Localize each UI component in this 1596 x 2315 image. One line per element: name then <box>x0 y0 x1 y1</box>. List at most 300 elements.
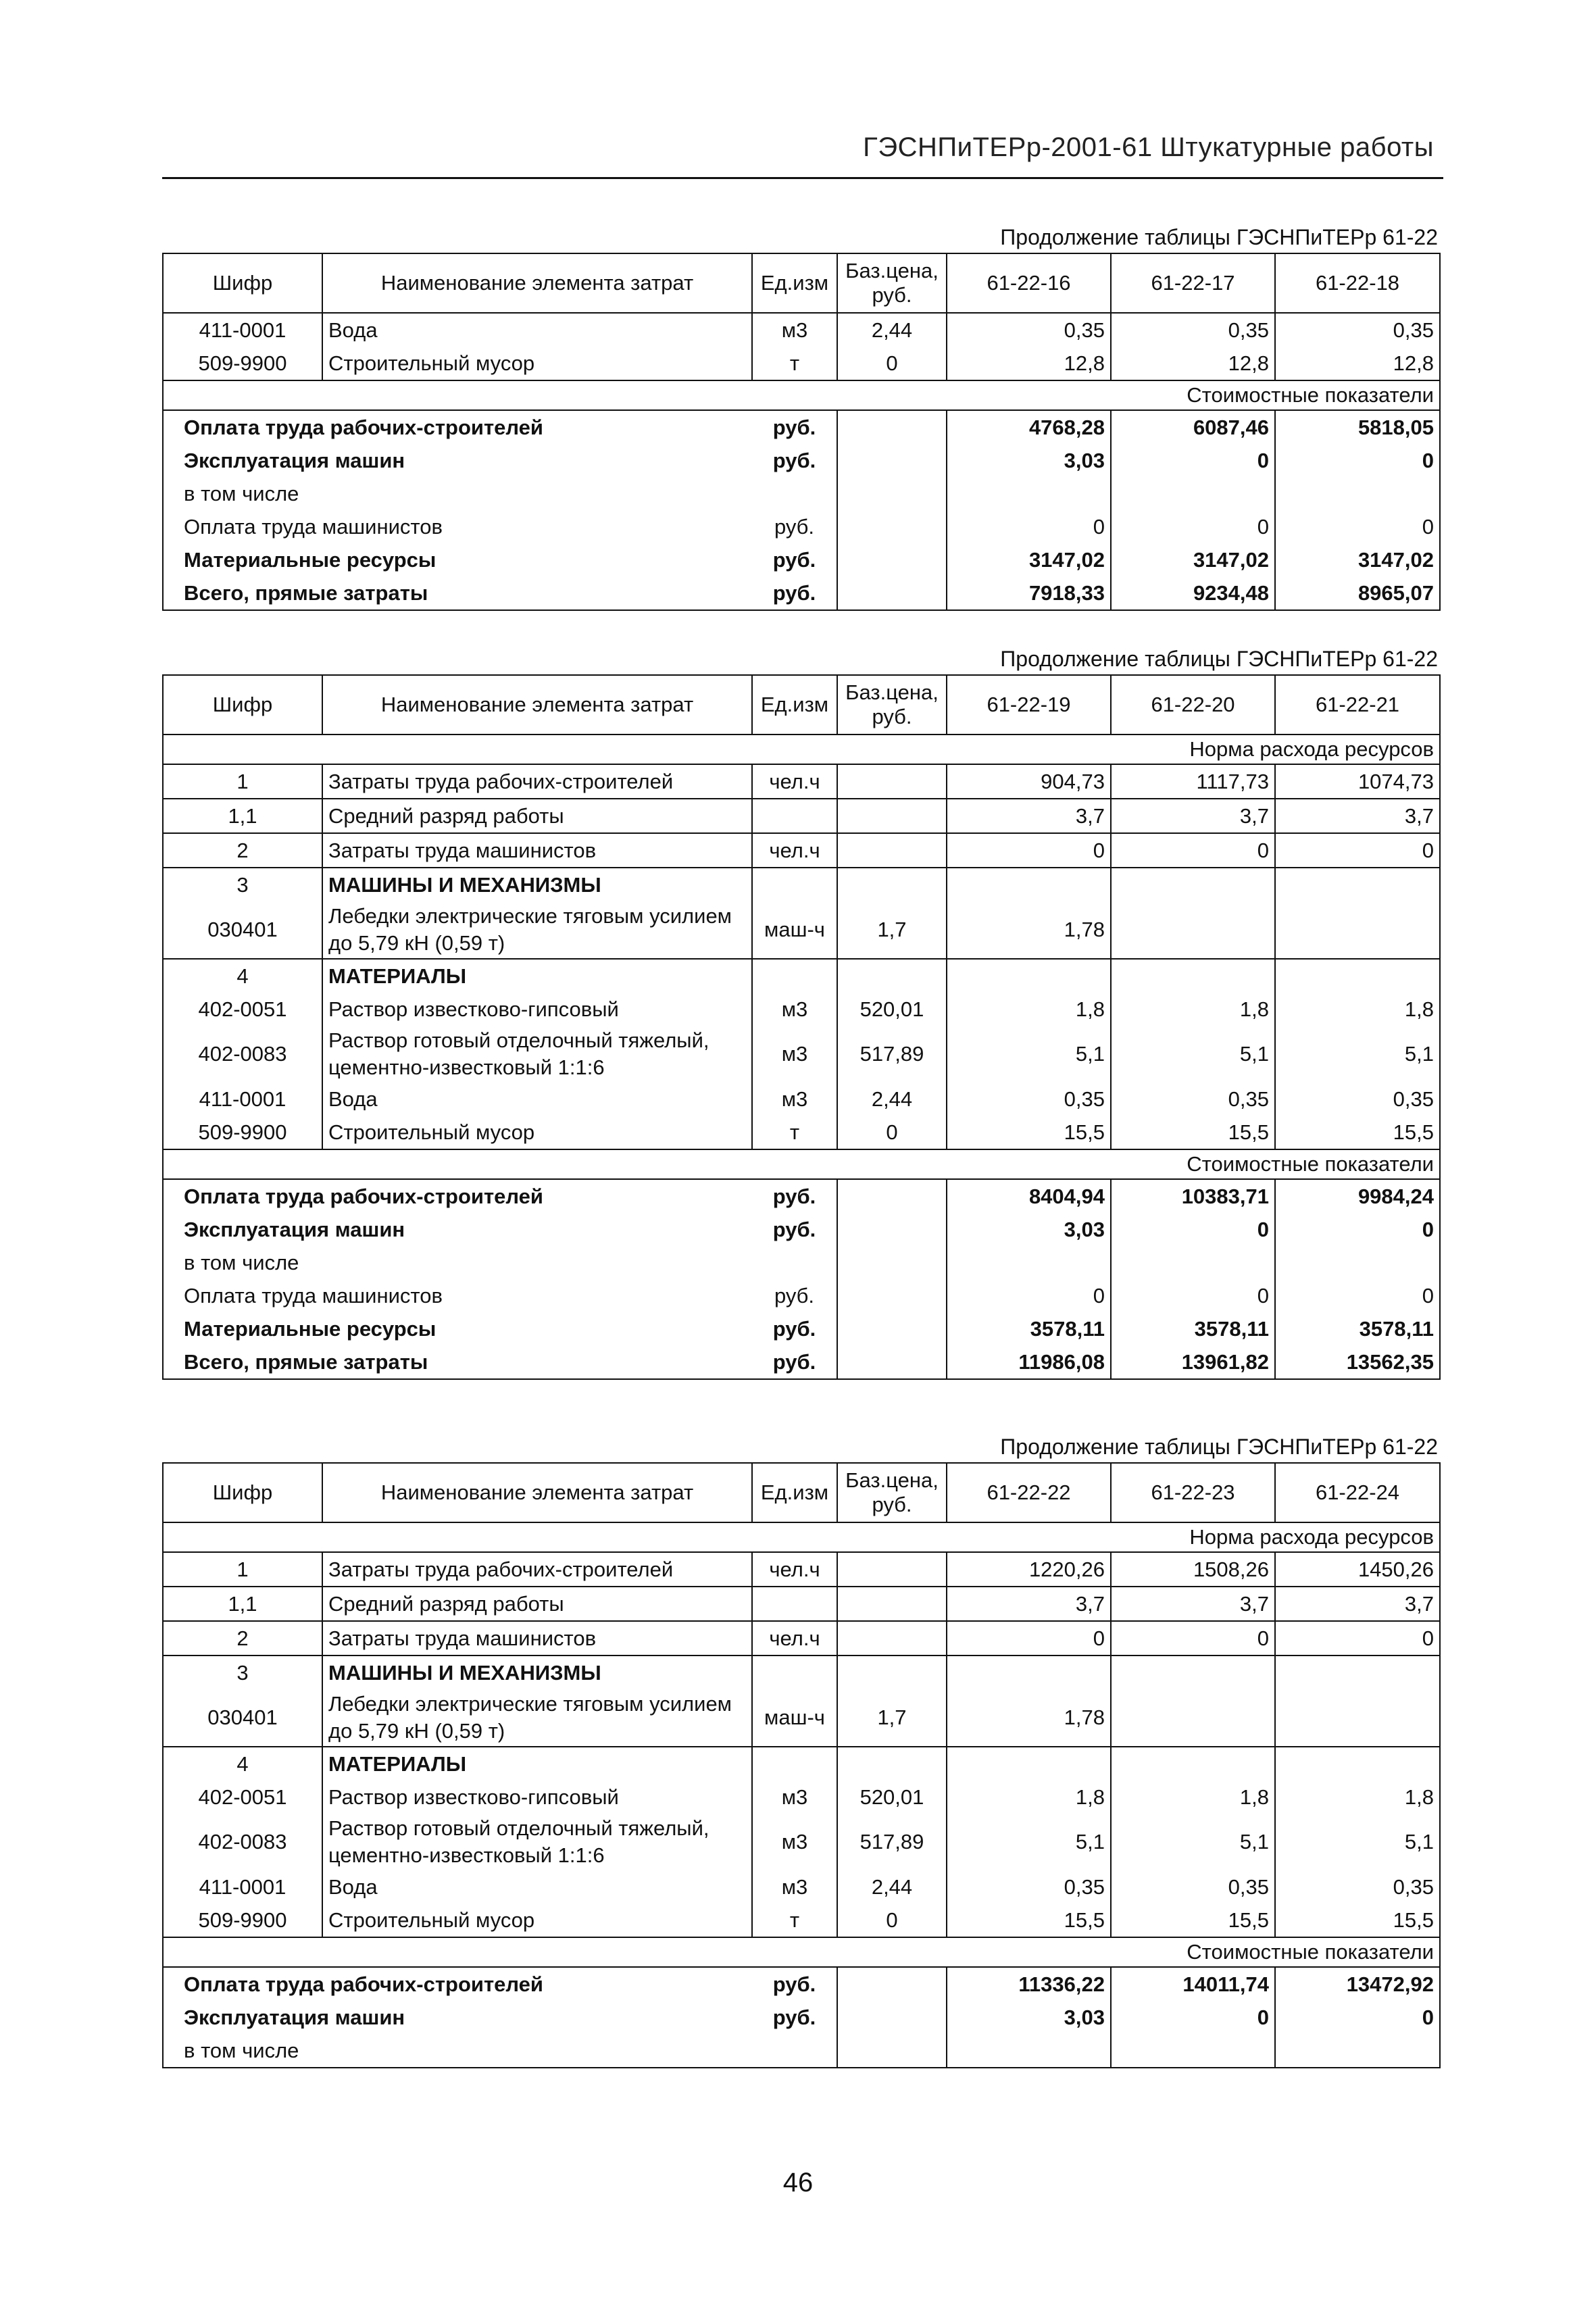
summary-value-1: 3,03 <box>947 1213 1111 1246</box>
summary-row <box>163 543 1440 576</box>
summary-value-3: 13562,35 <box>1275 1345 1440 1379</box>
row-value-2: 15,5 <box>1111 1116 1275 1149</box>
row-unit <box>752 868 837 901</box>
summary-row <box>163 444 1440 477</box>
summary-value-1 <box>947 1246 1111 1279</box>
row-value-2: 15,5 <box>1111 1903 1275 1937</box>
summary-value-1: 3,03 <box>947 444 1111 477</box>
summary-row <box>163 2001 1440 2034</box>
row-code: 411-0001 <box>163 313 322 347</box>
summary-price <box>837 1279 947 1312</box>
col-header-code-2: 61-22-20 <box>1111 675 1275 735</box>
summary-value-2 <box>1111 1246 1275 1279</box>
row-unit: чел.ч <box>752 1552 837 1587</box>
cost-indicators-band <box>163 1937 1440 1967</box>
row-code: 030401 <box>163 1689 322 1747</box>
table-row <box>163 901 1440 959</box>
continuation-caption: Продолжение таблицы ГЭСНПиТЕРр 61-22 <box>1000 647 1438 671</box>
summary-value-1 <box>947 477 1111 510</box>
row-code: 411-0001 <box>163 1870 322 1903</box>
row-price <box>837 1656 947 1689</box>
summary-value-2: 3578,11 <box>1111 1312 1275 1345</box>
summary-row <box>163 510 1440 543</box>
row-name: МАШИНЫ И МЕХАНИЗМЫ <box>322 868 752 901</box>
row-value-2: 3,7 <box>1111 1587 1275 1621</box>
col-header-price: Баз.цена, руб. <box>837 253 947 313</box>
col-header-unit: Ед.изм <box>752 253 837 313</box>
row-price: 0 <box>837 1116 947 1149</box>
row-price: 517,89 <box>837 1026 947 1082</box>
summary-value-1: 3147,02 <box>947 543 1111 576</box>
row-price: 1,7 <box>837 901 947 959</box>
row-value-2 <box>1111 868 1275 901</box>
summary-label: в том числе <box>163 2034 752 2068</box>
row-value-2: 1,8 <box>1111 993 1275 1026</box>
row-value-1: 1,78 <box>947 1689 1111 1747</box>
summary-unit <box>752 477 837 510</box>
row-unit: чел.ч <box>752 764 837 799</box>
row-code: 402-0083 <box>163 1814 322 1870</box>
row-value-3: 0,35 <box>1275 313 1440 347</box>
row-name: Вода <box>322 1082 752 1116</box>
row-price: 0 <box>837 1903 947 1937</box>
row-code: 030401 <box>163 901 322 959</box>
row-value-2: 0,35 <box>1111 1870 1275 1903</box>
row-value-1: 3,7 <box>947 799 1111 833</box>
row-value-3: 5,1 <box>1275 1814 1440 1870</box>
summary-label: Оплата труда рабочих-строителей <box>163 1967 752 2001</box>
summary-price <box>837 410 947 444</box>
summary-price <box>837 1213 947 1246</box>
summary-price <box>837 477 947 510</box>
summary-unit: руб. <box>752 510 837 543</box>
summary-value-2: 0 <box>1111 1279 1275 1312</box>
summary-row <box>163 576 1440 610</box>
row-value-2 <box>1111 1656 1275 1689</box>
row-code: 1,1 <box>163 1587 322 1621</box>
row-price <box>837 1587 947 1621</box>
col-header-code-3: 61-22-18 <box>1275 253 1440 313</box>
row-code: 2 <box>163 1621 322 1656</box>
row-name: Раствор известково-гипсовый <box>322 993 752 1026</box>
cost-indicators-band <box>163 1149 1440 1179</box>
row-value-2: 1,8 <box>1111 1781 1275 1814</box>
table-row <box>163 1621 1440 1656</box>
col-header-code-1: 61-22-19 <box>947 675 1111 735</box>
row-code: 509-9900 <box>163 1903 322 1937</box>
summary-value-1: 4768,28 <box>947 410 1111 444</box>
row-value-1: 0 <box>947 1621 1111 1656</box>
summary-price <box>837 510 947 543</box>
row-value-3 <box>1275 1747 1440 1781</box>
summary-label: Оплата труда рабочих-строителей <box>163 410 752 444</box>
row-code: 4 <box>163 959 322 993</box>
row-price: 1,7 <box>837 1689 947 1747</box>
table-row <box>163 347 1440 380</box>
row-value-1: 0,35 <box>947 313 1111 347</box>
estimate-table-2 <box>162 643 1439 1380</box>
row-name: МАТЕРИАЛЫ <box>322 1747 752 1781</box>
row-value-3 <box>1275 868 1440 901</box>
summary-value-2: 0 <box>1111 444 1275 477</box>
row-name: Строительный мусор <box>322 347 752 380</box>
row-code: 4 <box>163 1747 322 1781</box>
col-header-name: Наименование элемента затрат <box>322 1463 752 1522</box>
summary-row <box>163 1213 1440 1246</box>
cost-indicators-label: Стоимостные показатели <box>163 1937 1440 1967</box>
summary-value-2 <box>1111 477 1275 510</box>
row-value-2 <box>1111 901 1275 959</box>
row-value-1: 12,8 <box>947 347 1111 380</box>
row-value-1: 904,73 <box>947 764 1111 799</box>
row-name: Раствор готовый отделочный тяжелый, цементно-известковый 1:1:6 <box>322 1026 752 1082</box>
summary-label: в том числе <box>163 1246 752 1279</box>
resource-table <box>162 674 1441 1380</box>
row-name: Затраты труда машинистов <box>322 833 752 868</box>
summary-label: Материальные ресурсы <box>163 1312 752 1345</box>
table-row <box>163 1082 1440 1116</box>
row-unit: м3 <box>752 993 837 1026</box>
summary-row <box>163 1345 1440 1379</box>
summary-price <box>837 543 947 576</box>
summary-unit: руб. <box>752 1179 837 1213</box>
row-price: 520,01 <box>837 993 947 1026</box>
col-header-price: Баз.цена, руб. <box>837 1463 947 1522</box>
col-header-name: Наименование элемента затрат <box>322 675 752 735</box>
table-row <box>163 1870 1440 1903</box>
row-value-3: 1450,26 <box>1275 1552 1440 1587</box>
row-name: Раствор готовый отделочный тяжелый, цементно-известковый 1:1:6 <box>322 1814 752 1870</box>
row-unit: маш-ч <box>752 1689 837 1747</box>
row-code: 2 <box>163 833 322 868</box>
summary-value-2 <box>1111 2034 1275 2068</box>
summary-value-3: 5818,05 <box>1275 410 1440 444</box>
summary-unit: руб. <box>752 1345 837 1379</box>
header-rule <box>162 177 1443 179</box>
table-header-row <box>163 253 1440 313</box>
summary-unit: руб. <box>752 543 837 576</box>
summary-price <box>837 1179 947 1213</box>
row-unit: чел.ч <box>752 1621 837 1656</box>
row-value-3: 0 <box>1275 833 1440 868</box>
row-value-3 <box>1275 1689 1440 1747</box>
row-value-2: 0,35 <box>1111 1082 1275 1116</box>
col-header-code-3: 61-22-24 <box>1275 1463 1440 1522</box>
row-value-2: 1508,26 <box>1111 1552 1275 1587</box>
row-name: Строительный мусор <box>322 1116 752 1149</box>
summary-value-3: 8965,07 <box>1275 576 1440 610</box>
row-name: Средний разряд работы <box>322 1587 752 1621</box>
norm-label: Норма расхода ресурсов <box>163 735 1440 764</box>
summary-value-2: 13961,82 <box>1111 1345 1275 1379</box>
row-name: Раствор известково-гипсовый <box>322 1781 752 1814</box>
summary-price <box>837 1312 947 1345</box>
summary-row <box>163 477 1440 510</box>
summary-row <box>163 1246 1440 1279</box>
summary-label: в том числе <box>163 477 752 510</box>
row-code: 402-0083 <box>163 1026 322 1082</box>
row-value-2 <box>1111 1747 1275 1781</box>
row-value-1: 0 <box>947 833 1111 868</box>
row-unit: м3 <box>752 1870 837 1903</box>
summary-price <box>837 1345 947 1379</box>
row-unit <box>752 959 837 993</box>
row-code: 411-0001 <box>163 1082 322 1116</box>
col-header-code: Шифр <box>163 675 322 735</box>
section-row-machines <box>163 868 1440 901</box>
summary-price <box>837 2001 947 2034</box>
norm-band <box>163 1522 1440 1552</box>
summary-unit <box>752 1246 837 1279</box>
row-value-2: 1117,73 <box>1111 764 1275 799</box>
summary-unit: руб. <box>752 1213 837 1246</box>
table-row <box>163 764 1440 799</box>
summary-label: Эксплуатация машин <box>163 444 752 477</box>
norm-band <box>163 735 1440 764</box>
row-name: Лебедки электрические тяговым усилием до 5,79 кН (0,59 т) <box>322 1689 752 1747</box>
row-name: Затраты труда машинистов <box>322 1621 752 1656</box>
summary-value-2: 0 <box>1111 510 1275 543</box>
table-row <box>163 1552 1440 1587</box>
row-code: 3 <box>163 868 322 901</box>
summary-value-1 <box>947 2034 1111 2068</box>
summary-unit <box>752 2034 837 2068</box>
summary-value-2: 0 <box>1111 1213 1275 1246</box>
row-price: 2,44 <box>837 313 947 347</box>
summary-price <box>837 1246 947 1279</box>
row-unit: маш-ч <box>752 901 837 959</box>
row-value-3: 15,5 <box>1275 1116 1440 1149</box>
row-value-3 <box>1275 1656 1440 1689</box>
table-row <box>163 313 1440 347</box>
summary-value-3 <box>1275 477 1440 510</box>
row-value-1: 1,78 <box>947 901 1111 959</box>
row-name: Строительный мусор <box>322 1903 752 1937</box>
summary-value-1: 11336,22 <box>947 1967 1111 2001</box>
row-name: Вода <box>322 313 752 347</box>
summary-value-1: 0 <box>947 1279 1111 1312</box>
row-value-1: 0,35 <box>947 1870 1111 1903</box>
summary-value-3: 0 <box>1275 444 1440 477</box>
row-code: 509-9900 <box>163 347 322 380</box>
row-unit <box>752 1747 837 1781</box>
table-row <box>163 833 1440 868</box>
row-price <box>837 764 947 799</box>
summary-value-3 <box>1275 2034 1440 2068</box>
row-price: 520,01 <box>837 1781 947 1814</box>
row-value-1: 1,8 <box>947 993 1111 1026</box>
summary-value-1: 3578,11 <box>947 1312 1111 1345</box>
row-code: 402-0051 <box>163 993 322 1026</box>
col-header-code-1: 61-22-22 <box>947 1463 1111 1522</box>
row-value-3: 0,35 <box>1275 1870 1440 1903</box>
summary-label: Оплата труда рабочих-строителей <box>163 1179 752 1213</box>
summary-unit: руб. <box>752 576 837 610</box>
page-number: 46 <box>782 2168 814 2197</box>
table-row <box>163 1903 1440 1937</box>
summary-price <box>837 1967 947 2001</box>
row-value-1 <box>947 1656 1111 1689</box>
row-name: Средний разряд работы <box>322 799 752 833</box>
row-unit: м3 <box>752 1814 837 1870</box>
row-unit <box>752 1656 837 1689</box>
summary-value-2: 6087,46 <box>1111 410 1275 444</box>
summary-value-3: 0 <box>1275 1279 1440 1312</box>
summary-label: Всего, прямые затраты <box>163 1345 752 1379</box>
resource-table <box>162 1462 1441 2068</box>
row-value-3: 5,1 <box>1275 1026 1440 1082</box>
row-price <box>837 1621 947 1656</box>
section-row-materials <box>163 1747 1440 1781</box>
row-value-3: 12,8 <box>1275 347 1440 380</box>
row-code: 1 <box>163 764 322 799</box>
row-value-3: 1074,73 <box>1275 764 1440 799</box>
summary-value-3: 9984,24 <box>1275 1179 1440 1213</box>
summary-value-2: 10383,71 <box>1111 1179 1275 1213</box>
row-value-2 <box>1111 959 1275 993</box>
row-value-2 <box>1111 1689 1275 1747</box>
row-unit: т <box>752 347 837 380</box>
row-value-2: 5,1 <box>1111 1026 1275 1082</box>
row-value-3 <box>1275 959 1440 993</box>
row-value-2: 3,7 <box>1111 799 1275 833</box>
table-row <box>163 1814 1440 1870</box>
row-price <box>837 1552 947 1587</box>
row-price <box>837 959 947 993</box>
estimate-table-3 <box>162 1431 1439 2068</box>
summary-value-1: 8404,94 <box>947 1179 1111 1213</box>
row-name: МАТЕРИАЛЫ <box>322 959 752 993</box>
row-value-1: 15,5 <box>947 1116 1111 1149</box>
row-value-3: 0 <box>1275 1621 1440 1656</box>
row-value-1 <box>947 868 1111 901</box>
row-value-1: 0,35 <box>947 1082 1111 1116</box>
row-unit: т <box>752 1116 837 1149</box>
summary-value-3: 0 <box>1275 2001 1440 2034</box>
row-value-3: 15,5 <box>1275 1903 1440 1937</box>
summary-label: Эксплуатация машин <box>163 1213 752 1246</box>
summary-price <box>837 2034 947 2068</box>
summary-row <box>163 1967 1440 2001</box>
cost-indicators-label: Стоимостные показатели <box>163 1149 1440 1179</box>
summary-value-1: 7918,33 <box>947 576 1111 610</box>
row-value-1: 1,8 <box>947 1781 1111 1814</box>
row-code: 3 <box>163 1656 322 1689</box>
summary-row <box>163 1279 1440 1312</box>
col-header-code-3: 61-22-21 <box>1275 675 1440 735</box>
col-header-price: Баз.цена, руб. <box>837 675 947 735</box>
row-value-1: 5,1 <box>947 1026 1111 1082</box>
table-row <box>163 1689 1440 1747</box>
summary-unit: руб. <box>752 1967 837 2001</box>
summary-row <box>163 1179 1440 1213</box>
summary-value-2: 3147,02 <box>1111 543 1275 576</box>
row-code: 1,1 <box>163 799 322 833</box>
cost-indicators-band <box>163 380 1440 410</box>
cost-indicators-label: Стоимостные показатели <box>163 380 1440 410</box>
summary-value-1: 3,03 <box>947 2001 1111 2034</box>
summary-value-3 <box>1275 1246 1440 1279</box>
row-unit <box>752 799 837 833</box>
summary-value-2: 0 <box>1111 2001 1275 2034</box>
col-header-code: Шифр <box>163 1463 322 1522</box>
row-price: 517,89 <box>837 1814 947 1870</box>
summary-value-3: 13472,92 <box>1275 1967 1440 2001</box>
table-row <box>163 993 1440 1026</box>
row-price: 0 <box>837 347 947 380</box>
summary-unit: руб. <box>752 410 837 444</box>
summary-value-3: 0 <box>1275 1213 1440 1246</box>
summary-value-2: 14011,74 <box>1111 1967 1275 2001</box>
summary-value-1: 11986,08 <box>947 1345 1111 1379</box>
summary-unit: руб. <box>752 1279 837 1312</box>
row-value-2: 12,8 <box>1111 347 1275 380</box>
table-row <box>163 1587 1440 1621</box>
row-unit: м3 <box>752 313 837 347</box>
continuation-caption: Продолжение таблицы ГЭСНПиТЕРр 61-22 <box>1000 225 1438 249</box>
row-value-1: 3,7 <box>947 1587 1111 1621</box>
row-value-1: 15,5 <box>947 1903 1111 1937</box>
row-unit: чел.ч <box>752 833 837 868</box>
summary-row <box>163 2034 1440 2068</box>
col-header-unit: Ед.изм <box>752 675 837 735</box>
continuation-caption: Продолжение таблицы ГЭСНПиТЕРр 61-22 <box>1000 1435 1438 1459</box>
row-value-1: 1220,26 <box>947 1552 1111 1587</box>
row-value-3 <box>1275 901 1440 959</box>
col-header-code: Шифр <box>163 253 322 313</box>
estimate-table-1 <box>162 222 1439 611</box>
col-header-name: Наименование элемента затрат <box>322 253 752 313</box>
row-name: Вода <box>322 1870 752 1903</box>
summary-unit: руб. <box>752 444 837 477</box>
summary-value-2: 9234,48 <box>1111 576 1275 610</box>
row-price <box>837 833 947 868</box>
summary-value-3: 3578,11 <box>1275 1312 1440 1345</box>
section-row-materials <box>163 959 1440 993</box>
row-value-3: 1,8 <box>1275 993 1440 1026</box>
row-unit <box>752 1587 837 1621</box>
row-unit: м3 <box>752 1082 837 1116</box>
table-header-row <box>163 1463 1440 1522</box>
row-price: 2,44 <box>837 1870 947 1903</box>
row-name: МАШИНЫ И МЕХАНИЗМЫ <box>322 1656 752 1689</box>
summary-value-3: 3147,02 <box>1275 543 1440 576</box>
section-row-machines <box>163 1656 1440 1689</box>
table-row <box>163 799 1440 833</box>
row-value-3: 3,7 <box>1275 1587 1440 1621</box>
row-unit: т <box>752 1903 837 1937</box>
row-price <box>837 1747 947 1781</box>
summary-unit: руб. <box>752 1312 837 1345</box>
col-header-code-1: 61-22-16 <box>947 253 1111 313</box>
table-header-row <box>163 675 1440 735</box>
summary-label: Оплата труда машинистов <box>163 1279 752 1312</box>
row-name: Затраты труда рабочих-строителей <box>322 1552 752 1587</box>
summary-price <box>837 444 947 477</box>
row-value-3: 0,35 <box>1275 1082 1440 1116</box>
row-name: Затраты труда рабочих-строителей <box>322 764 752 799</box>
row-price <box>837 799 947 833</box>
table-row <box>163 1116 1440 1149</box>
resource-table <box>162 253 1441 611</box>
row-code: 509-9900 <box>163 1116 322 1149</box>
row-value-1 <box>947 959 1111 993</box>
col-header-unit: Ед.изм <box>752 1463 837 1522</box>
summary-price <box>837 576 947 610</box>
page-header-title: ГЭСНПиТЕРр-2001-61 Штукатурные работы <box>863 132 1434 162</box>
row-value-2: 0 <box>1111 833 1275 868</box>
row-name: Лебедки электрические тяговым усилием до 5,79 кН (0,59 т) <box>322 901 752 959</box>
